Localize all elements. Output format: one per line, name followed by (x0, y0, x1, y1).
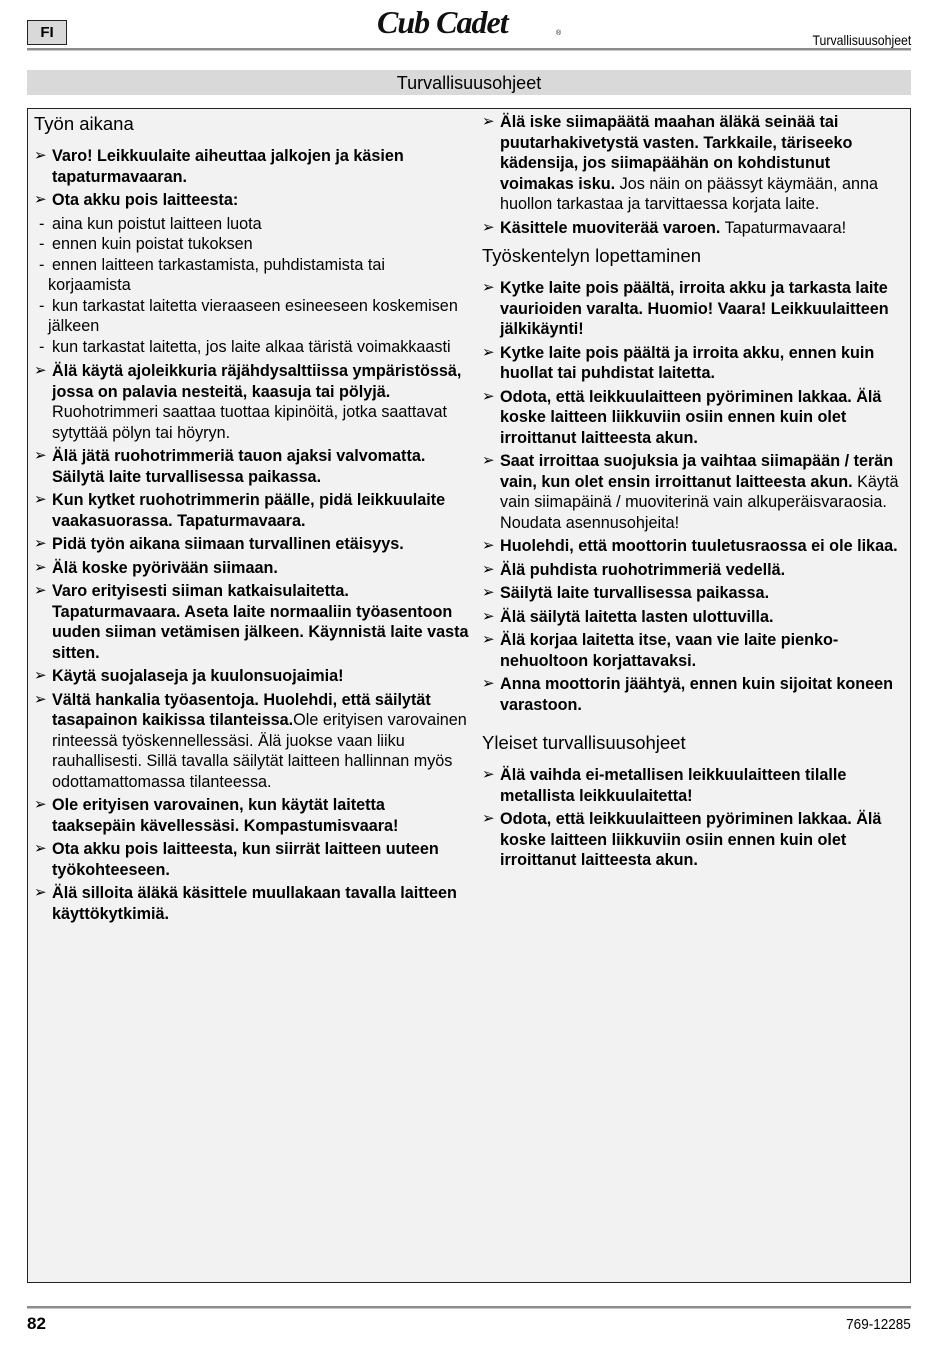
arrow-bullet-icon: ➢ (482, 452, 495, 469)
footer-rule (27, 1306, 911, 1309)
header-rule (27, 48, 911, 51)
svg-text:Cub Cadet: Cub Cadet (377, 4, 508, 40)
bullet-bold-text: Käsittele muoviterää varoen. (500, 218, 721, 237)
arrow-bullet-icon: ➢ (34, 840, 47, 857)
bullet-item (34, 490, 470, 531)
bullet-bold-text: Älä iske siimapäätä maahan äläkä seinää tai puutarhakivetystä vasten. Tarkkaile, täriseeko kädensija, jos siimapäähän on kohdistunut voimakas isku. (500, 113, 853, 193)
subitem-text: ennen laitteen tarkastamista, puhdistamista tai korjaamista (48, 255, 385, 294)
page-number: 82 (27, 1314, 46, 1333)
arrow-bullet-icon: ➢ (482, 810, 495, 827)
bullet-item (34, 581, 470, 663)
bullet-item (34, 534, 470, 555)
bullet-item (482, 765, 908, 806)
arrow-bullet-icon: ➢ (482, 343, 495, 361)
svg-text:®: ® (556, 30, 562, 37)
bullet-bold-text: Anna moottorin jäähtyä, ennen kuin sijoitat koneen varastoon. (500, 675, 894, 714)
section-heading-working: Työn aikana (34, 113, 134, 134)
bullet-normal-text: Tapaturmavaara! (720, 218, 847, 237)
bullet-item (34, 883, 470, 924)
bullet-normal-text: Ole erityisen varovainen rinteessä työskennellessäsi. Älä juokse vaan liiku rauhallisesti. Sillä tavalla säilytät laitteen hallinnan myös odottamattomassa tilanteessa. (52, 711, 467, 791)
right-items-3 (482, 765, 908, 871)
arrow-bullet-icon: ➢ (482, 766, 495, 783)
cub-cadet-logo (375, 4, 565, 44)
bullet-normal-text: Jos näin on päässyt käymään, anna huollon tarkastaa ja tarvittaessa korjata laite. (500, 174, 878, 213)
bullet-item (482, 451, 908, 533)
left-items-2 (34, 361, 470, 924)
arrow-bullet-icon: ➢ (34, 690, 47, 708)
section-heading-general: Yleiset turvallisuusohjeet (482, 732, 686, 753)
arrow-bullet-icon: ➢ (34, 535, 47, 552)
bullet-item (482, 607, 908, 628)
arrow-bullet-icon: ➢ (482, 584, 495, 601)
bullet-item (482, 674, 908, 715)
bullet-item (34, 839, 470, 880)
arrow-bullet-icon: ➢ (482, 537, 495, 554)
bullet-item (34, 361, 470, 443)
bullet-bold-text: Kytke laite pois päältä ja irroita akku, ennen kuin huollat tai puhdistat laitetta. (500, 343, 875, 382)
subitem-text: aina kun poistut laitteen luota (52, 214, 262, 233)
bullet-bold-text: Ota akku pois laitteesta, kun siirrät laitteen uuteen työkohteeseen. (52, 840, 439, 879)
arrow-bullet-icon: ➢ (34, 147, 47, 164)
arrow-bullet-icon: ➢ (482, 607, 495, 625)
bullet-bold-text: Kytke laite pois päältä, irroita akku ja tarkasta laite vaurioiden varalta. Huomio! Vaara! Leikkuulaitteen jälkikäynti! (500, 279, 889, 338)
bullet-bold-text: Älä korjaa laitetta itse, vaan vie laite pienkonehuoltoon korjattavaksi. (500, 631, 839, 670)
arrow-bullet-icon: ➢ (34, 191, 47, 208)
content-box (27, 108, 911, 1283)
arrow-bullet-icon: ➢ (34, 491, 47, 508)
dash-subitem: - ennen kuin poistat tukoksen (39, 235, 253, 253)
arrow-bullet-icon: ➢ (482, 387, 495, 405)
arrow-bullet-icon: ➢ (482, 631, 495, 648)
bullet-bold-text: Käytä suojalaseja ja kuulonsuojaimia! (52, 667, 344, 685)
arrow-bullet-icon: ➢ (34, 362, 47, 379)
arrow-bullet-icon: ➢ (34, 884, 47, 901)
bullet-bold-text: Pidä työn aikana siimaan turvallinen etäisyys. (52, 535, 404, 553)
bullet-bold-text: Säilytä laite turvallisessa paikassa. (500, 584, 770, 602)
bullet-bold-text: Älä vaihda ei-metallisen leikkuulaitteen tilalle metallista leikkuulaitetta! (500, 766, 847, 805)
bullet-item (482, 343, 908, 384)
language-badge: FI (27, 20, 67, 45)
header-section-title: Turvallisuusohjeet (812, 32, 911, 48)
document-number: 769-12285 (846, 1316, 911, 1333)
arrow-bullet-icon: ➢ (482, 279, 495, 296)
bullet-normal-text: Käytä vain siimapäinä / muoviterinä vain alkuperäisvaraosia. Noudata asennusohjeita! (500, 472, 899, 532)
right-items (482, 112, 908, 238)
bullet-item (34, 446, 470, 487)
bullet-item (482, 630, 908, 671)
dash-subitem: - ennen laitteen tarkastamista, puhdistamista tai korjaamista (39, 255, 385, 294)
bullet-item (482, 112, 908, 215)
left-items (34, 146, 470, 211)
bullet-item (482, 536, 908, 557)
arrow-bullet-icon: ➢ (482, 675, 495, 692)
bullet-bold-text: Ole erityisen varovainen, kun käytät laitetta taaksepäin kävellessäsi. Kompastumisvaara! (52, 796, 399, 835)
dash-subitem: - kun tarkastat laitetta, jos laite alkaa täristä voimakkaasti (39, 337, 451, 356)
right-column (482, 112, 908, 874)
bullet-item (482, 387, 908, 449)
bullet-item (34, 146, 470, 187)
arrow-bullet-icon: ➢ (34, 667, 47, 684)
bullet-bold-text: Ota akku pois laitteesta: (52, 191, 239, 209)
bullet-bold-text: Varo erityisesti siiman katkaisulaitetta. Tapaturmavaara. Aseta laite normaaliin työasentoon uuden siiman vetämisen jälkeen. Käynnistä laite vasta sitten. (52, 582, 469, 662)
bullet-item (482, 560, 908, 581)
bullet-item (482, 278, 908, 340)
arrow-bullet-icon: ➢ (34, 447, 47, 464)
bullet-normal-text: Ruohotrimmeri saattaa tuottaa kipinöitä, jotka saattavat sytyttää pölyn tai höyryn. (52, 403, 448, 442)
subitem-text: kun tarkastat laitetta vieraaseen esineeseen koskemisen jälkeen (48, 296, 458, 335)
bullet-bold-text: Varo! Leikkuulaite aiheuttaa jalkojen ja käsien tapaturmavaaran. (52, 147, 404, 186)
arrow-bullet-icon: ➢ (34, 558, 47, 576)
arrow-bullet-icon: ➢ (482, 218, 495, 236)
dash-subitem: - kun tarkastat laitetta vieraaseen esineeseen koskemisen jälkeen (39, 296, 458, 335)
bullet-bold-text: Odota, että leikkuulaitteen pyöriminen lakkaa. Älä koske laitteen liikkuviin osiin ennen kuin olet irroittanut laitteesta akun. (500, 387, 882, 447)
arrow-bullet-icon: ➢ (482, 113, 495, 130)
bullet-item (482, 809, 908, 871)
arrow-bullet-icon: ➢ (482, 560, 495, 578)
subitem-text: ennen kuin poistat tukoksen (52, 235, 253, 253)
bullet-bold-text: Kun kytket ruohotrimmerin päälle, pidä leikkuulaite vaakasuorassa. Tapaturmavaara. (52, 491, 446, 530)
bullet-bold-text: Vältä hankalia työasentoja. Huolehdi, että säilytät tasapainon kaikissa tilanteissa. (52, 690, 431, 729)
bullet-item (482, 218, 908, 239)
bullet-bold-text: Saat irroittaa suojuksia ja vaihtaa siimapään / terän vain, kun olet ensin irroittanut laitteesta akun. (500, 452, 894, 491)
left-column (34, 112, 470, 927)
bullet-bold-text: Älä käytä ajoleikkuria räjähdysalttiissa ympäristössä, jossa on palavia nesteitä, kaasuja tai pölyjä. (52, 362, 462, 401)
section-heading-stopping: Työskentelyn lopettaminen (482, 245, 702, 266)
bullet-item (34, 795, 470, 836)
bullet-item (34, 666, 470, 687)
bullet-bold-text: Älä puhdista ruohotrimmeriä vedellä. (500, 560, 786, 579)
right-items-2 (482, 278, 908, 715)
page-title: Turvallisuusohjeet (27, 70, 911, 95)
bullet-item (34, 190, 470, 211)
bullet-bold-text: Älä koske pyörivään siimaan. (52, 558, 278, 577)
arrow-bullet-icon: ➢ (34, 796, 47, 813)
bullet-item (482, 583, 908, 604)
dash-subitem: - aina kun poistut laitteen luota (39, 214, 262, 233)
bullet-bold-text: Älä silloita äläkä käsittele muullakaan tavalla laitteen käyttökytkimiä. (52, 884, 457, 923)
bullet-bold-text: Odota, että leikkuulaitteen pyöriminen lakkaa. Älä koske laitteen liikkuviin osiin ennen kuin olet irroittanut laitteesta akun. (500, 810, 882, 869)
subitem-text: kun tarkastat laitetta, jos laite alkaa täristä voimakkaasti (52, 337, 451, 356)
bullet-item (34, 690, 470, 793)
arrow-bullet-icon: ➢ (34, 582, 47, 599)
bullet-item (34, 558, 470, 579)
bullet-bold-text: Älä jätä ruohotrimmeriä tauon ajaksi valvomatta. Säilytä laite turvallisessa paikassa. (52, 447, 426, 486)
bullet-bold-text: Huolehdi, että moottorin tuuletusraossa ei ole likaa. (500, 537, 898, 555)
left-subitems (34, 214, 470, 358)
bullet-bold-text: Älä säilytä laitetta lasten ulottuvilla. (500, 607, 774, 626)
